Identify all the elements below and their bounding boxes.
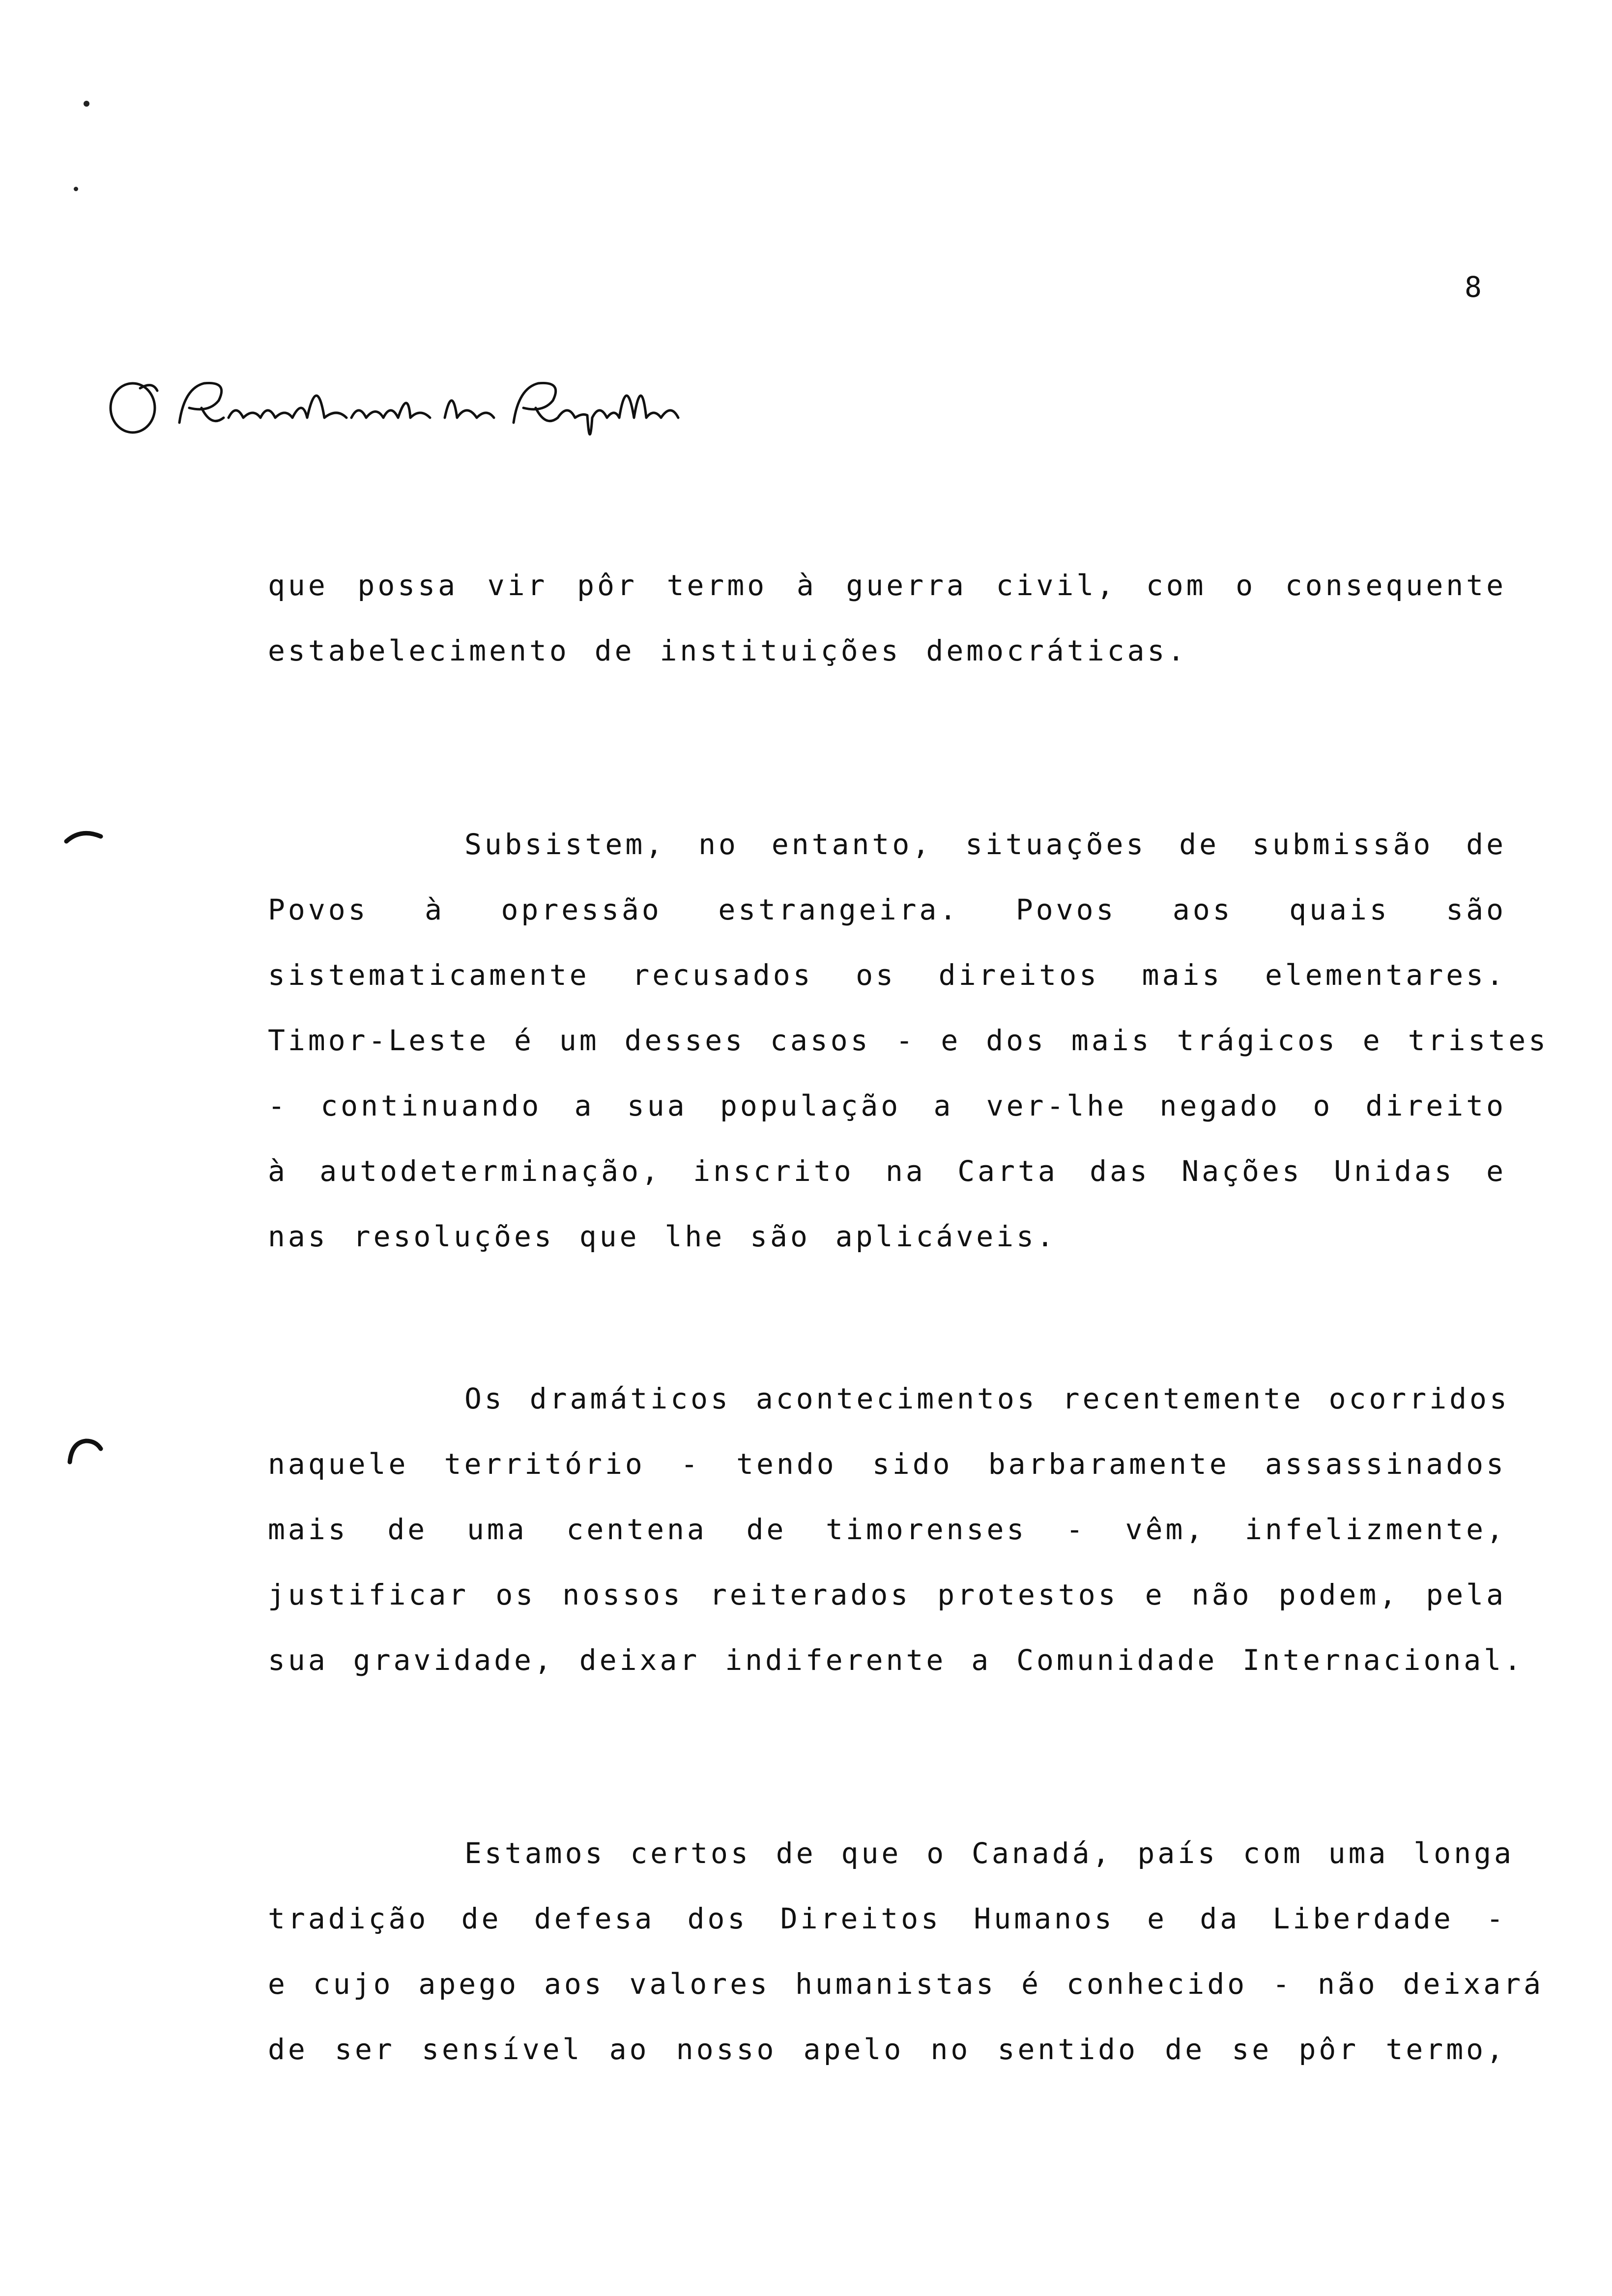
text-line: justificar os nossos reiterados protestos e não podem, pela: [268, 1578, 1506, 1611]
text-line: Os dramáticos acontecimentos recentemente ocorridos: [464, 1382, 1510, 1415]
paragraph-3: [268, 1366, 1525, 1693]
text-line: nas resoluções que lhe são aplicáveis.: [268, 1220, 1057, 1253]
paragraph-4: [268, 1821, 1544, 2082]
text-line: tradição de defesa dos Direitos Humanos e da Liberdade -: [268, 1902, 1506, 1935]
text-line: que possa vir pôr termo à guerra civil, com o consequente: [268, 569, 1506, 602]
punch-hole-mark: [64, 826, 103, 845]
text-line: Timor-Leste é um desses casos - e dos mais trágicos e tristes: [268, 1024, 1549, 1057]
text-line: estabelecimento de instituições democráticas.: [268, 634, 1188, 667]
text-line: sistematicamente recusados os direitos mais elementares.: [268, 958, 1506, 992]
text-line: sua gravidade, deixar indiferente a Comunidade Internacional.: [268, 1643, 1525, 1677]
text-line: Subsistem, no entanto, situações de submissão de: [464, 828, 1506, 861]
scan-speck: [74, 187, 78, 191]
text-line: e cujo apego aos valores humanistas é conhecido - não deixará: [268, 1967, 1544, 2001]
text-line: Estamos certos de que o Canadá, país com uma longa: [464, 1837, 1514, 1870]
text-line: - continuando a sua população a ver-lhe negado o direito: [268, 1089, 1506, 1122]
paragraph-2: [268, 812, 1549, 1269]
text-line: de ser sensível ao nosso apelo no sentido de se pôr termo,: [268, 2033, 1506, 2066]
page-number: 8: [1465, 270, 1482, 304]
letterhead-signature: [106, 354, 686, 452]
text-line: à autodeterminação, inscrito na Carta das Nações Unidas e: [268, 1154, 1506, 1188]
punch-hole-mark: [64, 1435, 103, 1464]
scan-speck: [84, 101, 89, 107]
paragraph-1: [268, 553, 1506, 684]
text-line: naquele território - tendo sido barbaramente assassinados: [268, 1447, 1506, 1481]
text-line: mais de uma centena de timorenses - vêm, infelizmente,: [268, 1513, 1506, 1546]
text-line: Povos à opressão estrangeira. Povos aos quais são: [268, 893, 1506, 926]
